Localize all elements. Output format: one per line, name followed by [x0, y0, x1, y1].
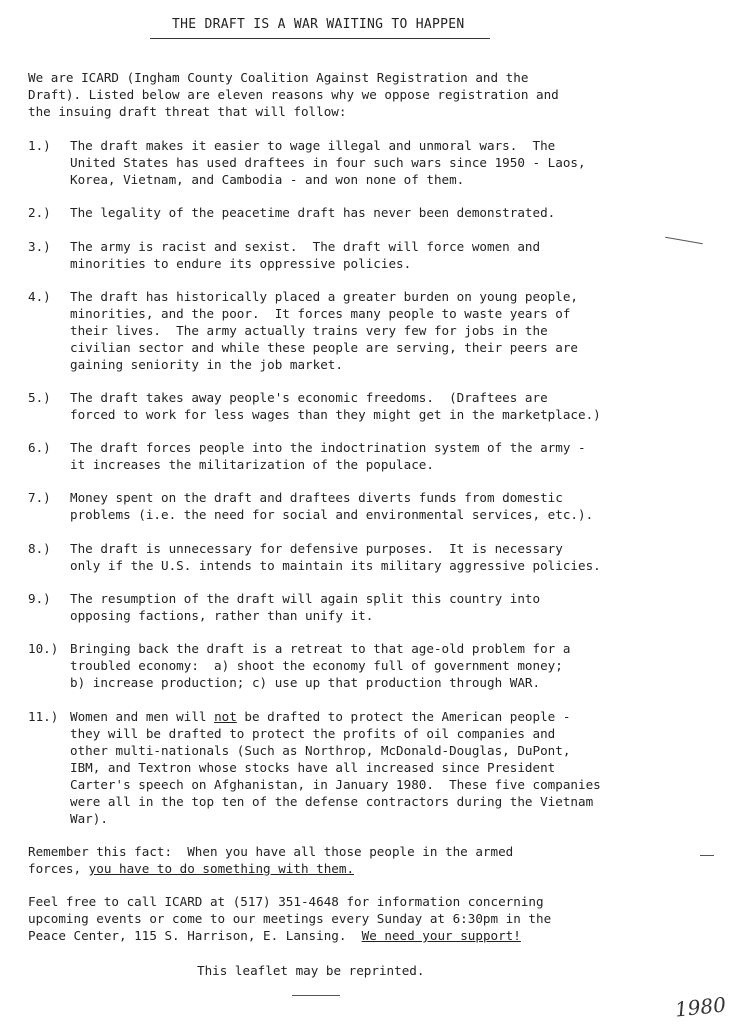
scan-speck [700, 855, 714, 856]
reason-text: The legality of the peacetime draft has never been demonstrated. [70, 205, 556, 220]
reprint-note: This leaflet may be reprinted. [197, 963, 425, 978]
reason-number: 5.) [28, 390, 51, 405]
handwritten-year: 1980 [673, 992, 728, 1022]
reason-text: Bringing back the draft is a retreat to that age-old problem for a troubled economy: a) shoot the economy full of government money; b) increase production; c) use up that production through WAR. [70, 641, 571, 690]
remember-paragraph [28, 843, 718, 877]
reason-number: 9.) [28, 591, 51, 606]
reason-text: Money spent on the draft and draftees diverts funds from domestic problems (i.e. the need for social and environmental services, etc.). [70, 490, 594, 522]
contact-paragraph [28, 893, 718, 944]
scan-speck [292, 995, 340, 996]
reason-number: 7.) [28, 490, 51, 505]
reason-number: 4.) [28, 289, 51, 304]
reason-text-start: Women and men will [70, 709, 215, 724]
remember-underlined: you have to do something with them. [88, 861, 355, 876]
reason-number: 1.) [28, 138, 51, 153]
reason-number: 8.) [28, 541, 51, 556]
emphasis-not: not [214, 709, 237, 724]
reason-text-rest: be drafted to protect the American people - they will be drafted to protect the profits of oil companies and other multi-nationals (Such as Northrop, McDonald-Douglas, DuPont, IBM, and Textron whose stocks have all increased since President Carter's speech on Afghanistan, in January 1980. These five companies were all in the top ten of the defense contractors during the Vietnam War). [70, 709, 601, 826]
reason-text: The draft makes it easier to wage illegal and unmoral wars. The United States has used draftees in four such wars since 1950 - Laos, Korea, Vietnam, and Cambodia - and won none of them. [70, 138, 586, 187]
support-underlined: We need your support! [361, 928, 521, 943]
reason-text: The army is racist and sexist. The draft will force women and minorities to endure its oppressive policies. [70, 239, 541, 271]
reason-number: 11.) [28, 709, 59, 724]
leaflet-title: THE DRAFT IS A WAR WAITING TO HAPPEN [172, 17, 465, 32]
reason-number: 10.) [28, 641, 59, 656]
reason-text: The draft has historically placed a greater burden on young people, minorities, and the poor. It forces many people to waste years of their lives. The army actually trains very few for jobs in the civilian sector and while these people are serving, their peers are gaining seniority in the job market. [70, 289, 578, 372]
reason-text [70, 708, 702, 827]
reason-text: The draft is unnecessary for defensive purposes. It is necessary only if the U.S. intends to maintain its military aggressive policies. [70, 541, 601, 573]
remember-text: Remember this fact: When you have all those people in the armed forces, [28, 844, 514, 876]
reason-number: 2.) [28, 205, 51, 220]
reason-number: 3.) [28, 239, 51, 254]
intro-paragraph: We are ICARD (Ingham County Coalition Against Registration and the Draft). Listed below are eleven reasons why we oppose registration and the insuing draft threat that will follow: [28, 70, 559, 119]
contact-text: Feel free to call ICARD at (517) 351-4648 for information concerning upcoming events or come to our meetings every Sunday at 6:30pm in the Peace Center, 115 S. Harrison, E. Lansing. [28, 894, 552, 943]
reason-text: The resumption of the draft will again split this country into opposing factions, rather than unify it. [70, 591, 541, 623]
reason-text: The draft takes away people's economic freedoms. (Draftees are forced to work for less wages than they might get in the marketplace.) [70, 390, 601, 422]
reason-text: The draft forces people into the indoctrination system of the army - it increases the militarization of the populace. [70, 440, 586, 472]
title-underline [150, 38, 490, 39]
reason-number: 6.) [28, 440, 51, 455]
